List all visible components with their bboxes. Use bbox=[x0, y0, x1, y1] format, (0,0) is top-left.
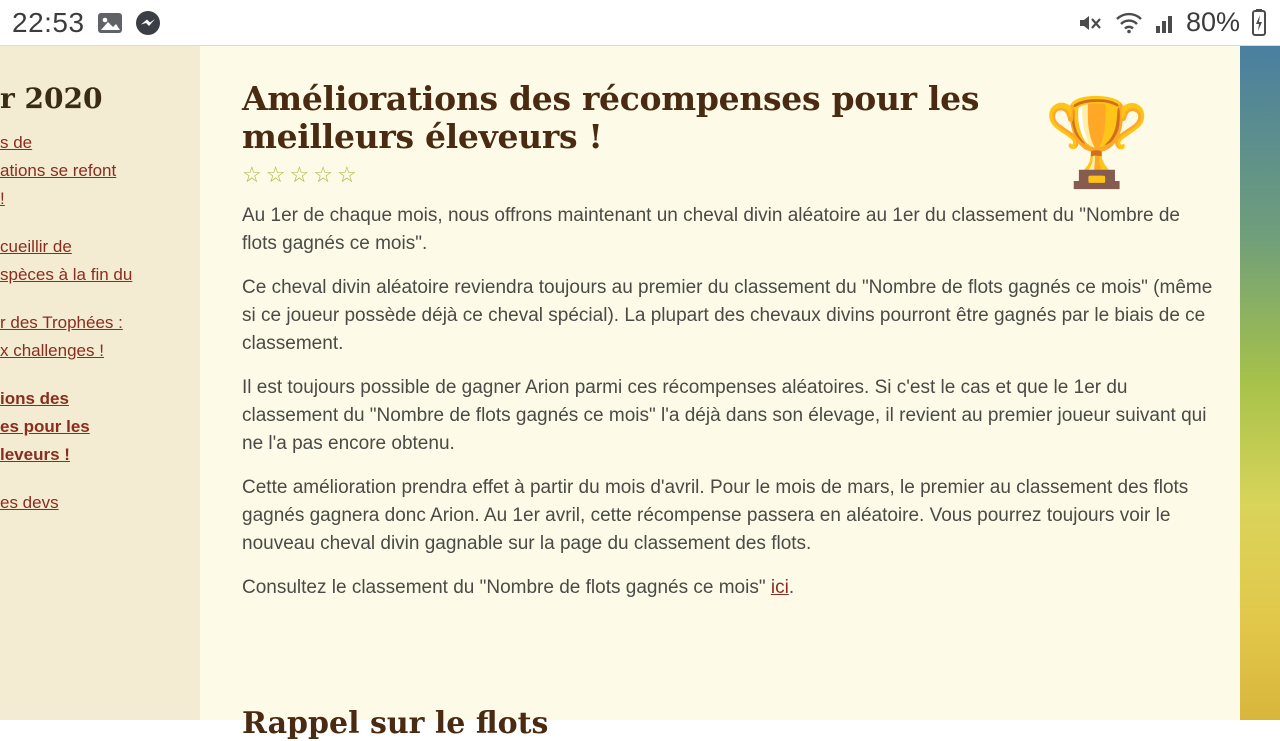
sidebar-group bbox=[0, 129, 200, 213]
star-icon[interactable]: ☆ bbox=[289, 161, 310, 187]
wifi-icon bbox=[1114, 11, 1144, 35]
signal-icon bbox=[1154, 11, 1176, 35]
article-paragraph-with-link bbox=[242, 574, 1216, 602]
battery-percentage: 80% bbox=[1185, 7, 1240, 37]
sidebar-item-link[interactable]: s de bbox=[0, 133, 33, 152]
sidebar-item-link[interactable]: cueillir de bbox=[0, 237, 72, 256]
mute-icon bbox=[1076, 11, 1104, 35]
battery-icon bbox=[1250, 9, 1268, 37]
status-bar-right bbox=[1076, 7, 1268, 38]
sidebar-item-link[interactable]: es devs bbox=[0, 493, 59, 512]
sidebar-item-link[interactable]: x challenges ! bbox=[0, 341, 104, 360]
sidebar-item-link[interactable]: leveurs ! bbox=[0, 445, 70, 464]
sidebar-group bbox=[0, 489, 200, 517]
sidebar-item-link[interactable]: ! bbox=[0, 189, 5, 208]
section-heading: Rappel sur le flots bbox=[242, 705, 549, 741]
article-paragraph: Ce cheval divin aléatoire reviendra toujours au premier du classement du "Nombre de flots gagnés ce mois" (même si ce joueur possède déjà ce cheval spécial). La plupart des chevaux divins pourront être gagnés par le biais de ce classement. bbox=[242, 276, 1213, 354]
sidebar-item-link[interactable]: ations se refont bbox=[0, 161, 117, 180]
trophy-icon: 🏆 bbox=[1043, 95, 1151, 191]
page-title: Améliorations des récompenses pour les meilleurs éleveurs ! bbox=[242, 79, 980, 156]
article-paragraph: Au 1er de chaque mois, nous offrons maintenant un cheval divin aléatoire au 1er du classement du "Nombre de flots gagnés ce mois". bbox=[242, 204, 1180, 254]
sidebar-item-link[interactable]: es pour les bbox=[0, 417, 90, 436]
paragraph-text-after: . bbox=[788, 576, 795, 598]
gallery-icon bbox=[97, 12, 123, 34]
page-background-edge bbox=[1240, 46, 1280, 720]
android-status-bar bbox=[0, 0, 1280, 46]
status-bar-left bbox=[12, 7, 161, 39]
star-icon[interactable]: ☆ bbox=[313, 161, 333, 187]
star-icon[interactable]: ☆ bbox=[336, 161, 357, 187]
sidebar-group-active bbox=[0, 385, 200, 469]
star-icon[interactable]: ☆ bbox=[265, 161, 286, 187]
status-clock: 22:53 bbox=[12, 6, 85, 38]
article-paragraph: Il est toujours possible de gagner Arion parmi ces récompenses aléatoires. Si c'est le cas et que le 1er du classement du "Nombre de flots gagnés ce mois" l'a déjà dans son élevage, il revient au premier joueur suivant qui ne l'a pas encore obtenu. bbox=[242, 376, 1207, 454]
article-paragraph: Cette amélioration prendra effet à partir du mois d'avril. Pour le mois de mars, le premier au classement des flots gagnés gagnera donc Arion. Au 1er avril, cette récompense passera en aléatoire. Vous pourrez toujours voir le nouveau cheval divin gagnable sur la page du classement des flots. bbox=[242, 476, 1189, 554]
ranking-link[interactable]: ici bbox=[770, 576, 789, 598]
star-icon[interactable]: ☆ bbox=[242, 161, 262, 187]
sidebar-title: r 2020 bbox=[0, 82, 103, 115]
article-content bbox=[200, 46, 1240, 741]
sidebar-item-link[interactable]: spèces à la fin du bbox=[0, 265, 133, 284]
sidebar-item-link[interactable]: r des Trophées : bbox=[0, 313, 123, 332]
sidebar-group bbox=[0, 233, 200, 289]
browser-viewport[interactable] bbox=[0, 46, 1280, 741]
sidebar[interactable] bbox=[0, 46, 200, 720]
paragraph-text-before: Consultez le classement du "Nombre de flots gagnés ce mois" bbox=[242, 576, 771, 598]
sidebar-item-link[interactable]: ions des bbox=[0, 389, 69, 408]
messenger-icon bbox=[135, 10, 161, 36]
sidebar-group bbox=[0, 309, 200, 365]
